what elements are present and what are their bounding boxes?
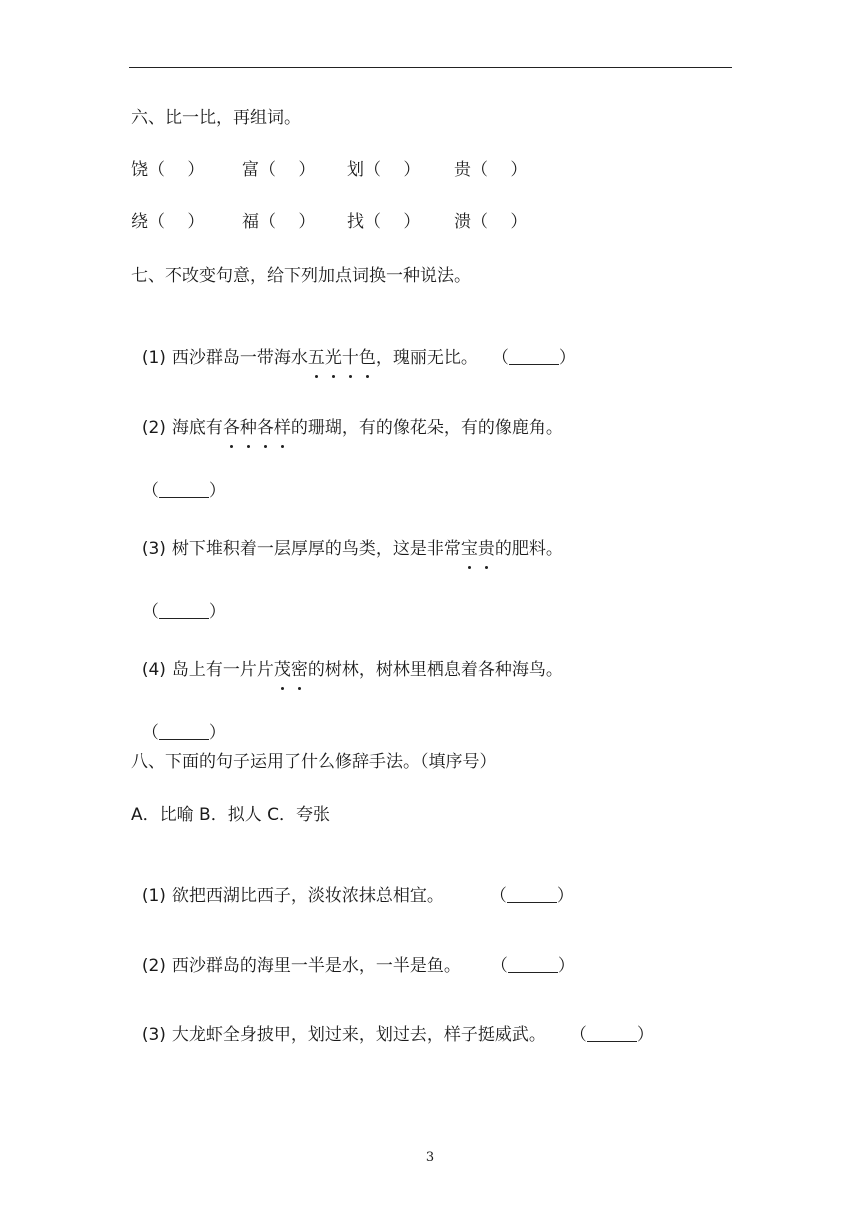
word-item: 划（ ） <box>347 160 421 180</box>
question-text: 的树林，树林里栖息着各种海鸟。 <box>307 660 563 680</box>
answer-blank[interactable] <box>509 348 559 365</box>
dotted-char: 十 <box>341 348 359 368</box>
paren-open: （ <box>569 1025 587 1045</box>
answer-blank[interactable] <box>587 1025 637 1042</box>
dotted-char: 各 <box>222 418 240 438</box>
section7-q2-answer <box>131 455 226 503</box>
word-item: 福（ ） <box>242 212 316 232</box>
paren-open: （ <box>490 956 508 976</box>
dotted-char: 宝 <box>460 539 478 559</box>
question-text: 西沙群岛一带海水 <box>171 348 308 368</box>
question-text: 大龙虾全身披甲，划过来，划过去，样子挺威武。 <box>171 1025 546 1045</box>
question-text: 树下堆积着一层厚厚的鸟类，这是非常 <box>171 539 461 559</box>
answer-blank[interactable] <box>159 602 209 619</box>
section7-q4-answer <box>131 697 226 745</box>
dotted-char: 密 <box>290 660 308 680</box>
page-number: 3 <box>425 1150 435 1165</box>
section8-options: A．比喻 B．拟人 C．夸张 <box>131 805 330 825</box>
section7-q3-answer <box>131 576 226 624</box>
section7-q4 <box>131 634 563 682</box>
answer-blank[interactable] <box>159 481 209 498</box>
question-number: (2) <box>141 956 166 976</box>
question-number: (3) <box>141 539 166 559</box>
dotted-char: 种 <box>239 418 257 438</box>
paren-close: ） <box>557 956 575 976</box>
dotted-char: 光 <box>324 348 342 368</box>
paren-close: ） <box>208 481 226 501</box>
word-item: 溃（ ） <box>454 212 528 232</box>
question-number: (4) <box>141 660 166 680</box>
word-item: 绕（ ） <box>131 212 205 232</box>
paren-open: （ <box>489 886 507 906</box>
answer-blank[interactable] <box>508 956 558 973</box>
paren-open: （ <box>491 348 509 368</box>
paren-close: ） <box>208 602 226 622</box>
word-item: 富（ ） <box>242 160 316 180</box>
question-text: 的珊瑚，有的像花朵，有的像鹿角。 <box>290 418 563 438</box>
question-text: 岛上有一片片 <box>171 660 274 680</box>
word-item: 找（ ） <box>347 212 421 232</box>
question-number: (1) <box>141 348 166 368</box>
section6-title: 六、比一比，再组词。 <box>131 108 301 128</box>
dotted-char: 各 <box>256 418 274 438</box>
section7-q2 <box>131 392 563 440</box>
section8-q1 <box>131 860 574 908</box>
section8-q2 <box>131 930 575 978</box>
question-number: (2) <box>141 418 166 438</box>
dotted-char: 贵 <box>477 539 495 559</box>
paren-close: ） <box>636 1025 654 1045</box>
answer-blank[interactable] <box>159 723 209 740</box>
paren-close: ） <box>558 348 576 368</box>
paren-open: （ <box>141 481 159 501</box>
question-text: ，瑰丽无比。 <box>375 348 478 368</box>
word-item: 饶（ ） <box>131 160 205 180</box>
section6-row1 <box>131 158 551 182</box>
dotted-char: 样 <box>273 418 291 438</box>
section8-title: 八、下面的句子运用了什么修辞手法。（填序号） <box>131 752 497 772</box>
paren-close: ） <box>556 886 574 906</box>
question-number: (3) <box>141 1025 166 1045</box>
word-item: 贵（ ） <box>454 160 528 180</box>
paren-open: （ <box>141 602 159 622</box>
answer-blank[interactable] <box>507 886 557 903</box>
question-text: 西沙群岛的海里一半是水，一半是鱼。 <box>171 956 461 976</box>
section7-title: 七、不改变句意，给下列加点词换一种说法。 <box>131 266 471 286</box>
paren-close: ） <box>208 723 226 743</box>
question-number: (1) <box>141 886 166 906</box>
header-rule <box>129 67 732 68</box>
section8-q3 <box>131 999 654 1047</box>
section7-q3 <box>131 513 563 561</box>
dotted-char: 色 <box>358 348 376 368</box>
question-text: 海底有 <box>171 418 223 438</box>
section6-row2 <box>131 210 551 234</box>
dotted-char: 茂 <box>273 660 291 680</box>
question-text: 欲把西湖比西子，淡妆浓抹总相宜。 <box>171 886 444 906</box>
section7-q1 <box>131 322 576 370</box>
question-text: 的肥料。 <box>494 539 563 559</box>
paren-open: （ <box>141 723 159 743</box>
dotted-char: 五 <box>307 348 325 368</box>
